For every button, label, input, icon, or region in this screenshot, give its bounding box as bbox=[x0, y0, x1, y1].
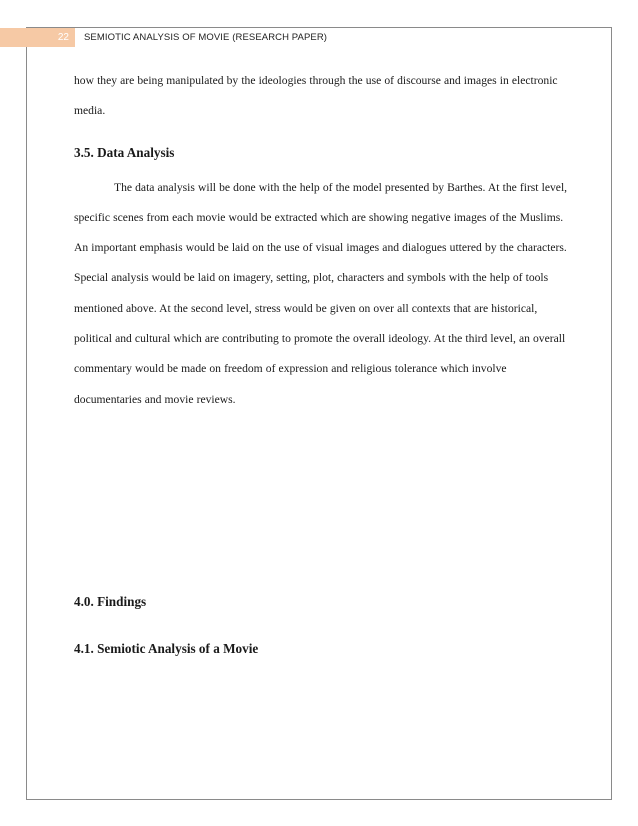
section-heading-findings: 4.0. Findings bbox=[74, 594, 147, 609]
intro-paragraph: how they are being manipulated by the ideologies through the use of discourse and images in electronic media. bbox=[74, 74, 558, 118]
running-header-title: SEMIOTIC ANALYSIS OF MOVIE (RESEARCH PAPER) bbox=[84, 32, 328, 43]
data-analysis-paragraph: The data analysis will be done with the help of the model presented by Barthes. At the first level, specific scenes from each movie would be extracted which are showing negative images of the Muslims. An important emphasis would be laid on the use of visual images and dialogues uttered by the characters. Special analysis would be laid on imagery, setting, plot, characters and symbols with the help of tools mentioned above. At the second level, stress would be given on over all contexts that are historical, political and cultural which are contributing to promote the overall ideology. At the third level, an overall commentary would be made on freedom of expression and religious tolerance which involve documentaries and movie reviews. bbox=[74, 180, 568, 406]
page-number: 22 bbox=[57, 32, 69, 43]
page-header bbox=[0, 28, 327, 47]
page-content bbox=[74, 66, 570, 415]
page-number-badge bbox=[0, 28, 75, 47]
section-heading-data-analysis: 3.5. Data Analysis bbox=[74, 144, 175, 160]
section-heading-semiotic-analysis: 4.1. Semiotic Analysis of a Movie bbox=[74, 641, 259, 656]
